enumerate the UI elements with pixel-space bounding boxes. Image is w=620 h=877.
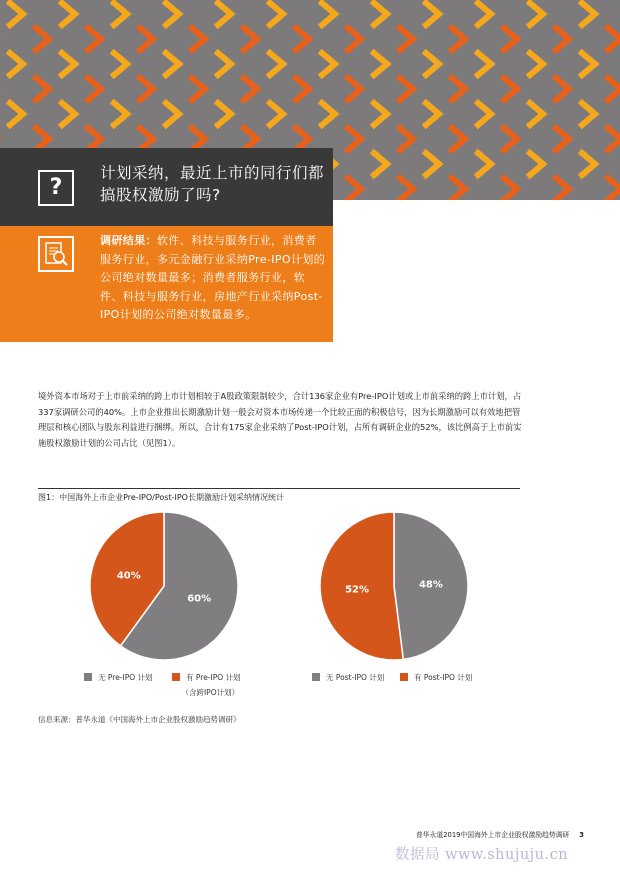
- chevron-arrow-icon: [400, 78, 413, 100]
- chevron-arrow-icon: [504, 178, 517, 200]
- chevron-arrow-icon: [36, 28, 49, 50]
- chevron-arrow-icon: [348, 128, 361, 150]
- pie-data-label: 52%: [345, 584, 370, 596]
- footer-text: 普华永道2019中国海外上市企业股权激励趋势调研: [416, 831, 570, 839]
- chevron-arrow-icon: [608, 178, 620, 200]
- chevron-arrow-icon: [270, 53, 283, 75]
- legend-item-no-pre-ipo: [84, 672, 153, 683]
- pie-data-label: 48%: [418, 579, 443, 591]
- chevron-arrow-icon: [140, 128, 153, 150]
- chevron-arrow-icon: [374, 153, 387, 175]
- result-content: 软件、科技与服务行业，消费者服务行业，多元金融行业采纳Pre-IPO计划的公司绝对数量最多；消费者服务行业，软件、科技与服务行业，房地产行业采纳Post-IPO计划的公司绝对数量最多。: [100, 234, 326, 321]
- chevron-arrow-icon: [608, 128, 620, 150]
- chevron-arrow-icon: [36, 78, 49, 100]
- result-text: [100, 232, 326, 325]
- chevron-arrow-icon: [322, 3, 335, 25]
- chevron-arrow-icon: [192, 78, 205, 100]
- chevron-arrow-icon: [322, 53, 335, 75]
- chevron-arrow-icon: [348, 28, 361, 50]
- legend-swatch-orange: [172, 673, 180, 681]
- page-footer: [416, 829, 584, 839]
- legend-item-pre-ipo: [172, 672, 241, 698]
- chevron-arrow-icon: [374, 53, 387, 75]
- question-mark-icon: ?: [38, 170, 74, 206]
- chevron-arrow-icon: [88, 28, 101, 50]
- chevron-arrow-icon: [530, 53, 543, 75]
- chevron-arrow-icon: [400, 128, 413, 150]
- watermark: 数据局 www.shujuju.cn: [395, 847, 569, 863]
- chevron-arrow-icon: [88, 128, 101, 150]
- section-title: 计划采纳，最近上市的同行们都搞股权激励了吗?: [100, 164, 325, 204]
- chevron-arrow-icon: [400, 28, 413, 50]
- chevron-arrow-icon: [582, 153, 595, 175]
- body-paragraph: 境外资本市场对于上市前采纳的跨上市计划相较于A股政策限制较少，合计136家企业有Pre-IPO计划或上市前采纳的跨上市计划，占337家调研公司的40%。上市企业推出长期激励计划一般会对资本市场传递一个比较正面的积极信号，因为长期激励可以有效地把管理层和核心团队与股东利益进行捆绑。所以，合计有175家企业采纳了Post-IPO计划，占所有调研企业的52%，该比例高于上市前实施股权激励计划的公司占比（见图1）。: [38, 391, 522, 448]
- chevron-arrow-icon: [10, 53, 23, 75]
- chevron-arrow-icon: [608, 78, 620, 100]
- legend-swatch-orange: [400, 673, 408, 681]
- chevron-arrow-icon: [452, 78, 465, 100]
- chevron-arrow-icon: [322, 103, 335, 125]
- chevron-arrow-icon: [218, 103, 231, 125]
- chevron-arrow-icon: [296, 128, 309, 150]
- chevron-arrow-icon: [426, 153, 439, 175]
- chevron-arrow-icon: [114, 3, 127, 25]
- chevron-arrow-icon: [426, 103, 439, 125]
- chevron-arrow-icon: [478, 53, 491, 75]
- legend-sublabel: （含跨IPO计划）: [181, 688, 240, 697]
- legend-swatch-gray: [84, 673, 92, 681]
- chevron-arrow-icon: [192, 128, 205, 150]
- page-number: 3: [579, 831, 584, 839]
- chevron-arrow-icon: [166, 53, 179, 75]
- chevron-arrow-icon: [452, 128, 465, 150]
- chevron-arrow-icon: [556, 128, 569, 150]
- pie-data-label: 40%: [116, 570, 141, 582]
- chevron-arrow-icon: [166, 3, 179, 25]
- chevron-arrow-icon: [504, 78, 517, 100]
- chevron-arrow-icon: [114, 53, 127, 75]
- chevron-arrow-icon: [140, 28, 153, 50]
- chevron-arrow-icon: [218, 3, 231, 25]
- chevron-arrow-icon: [114, 103, 127, 125]
- chevron-arrow-icon: [166, 103, 179, 125]
- chevron-arrow-icon: [504, 128, 517, 150]
- magnifier-document-icon: [38, 236, 74, 272]
- chevron-arrow-icon: [270, 103, 283, 125]
- chevron-arrow-icon: [426, 53, 439, 75]
- legend-label: 无 Pre-IPO 计划: [98, 673, 153, 682]
- chevron-arrow-icon: [10, 103, 23, 125]
- chevron-arrow-icon: [426, 3, 439, 25]
- chevron-arrow-icon: [36, 128, 49, 150]
- legend-label: 无 Post-IPO 计划: [326, 673, 385, 682]
- pie-data-label: 60%: [187, 593, 212, 605]
- chevron-arrow-icon: [270, 3, 283, 25]
- chevron-arrow-icon: [348, 178, 361, 200]
- legend-item-post-ipo: [400, 672, 472, 683]
- chevron-arrow-icon: [504, 28, 517, 50]
- chevron-arrow-icon: [374, 103, 387, 125]
- chevron-arrow-icon: [582, 103, 595, 125]
- chevron-arrow-icon: [452, 178, 465, 200]
- chevron-arrow-icon: [530, 153, 543, 175]
- legend-label: 有 Pre-IPO 计划: [186, 673, 241, 682]
- chevron-arrow-icon: [62, 3, 75, 25]
- chevron-arrow-icon: [556, 78, 569, 100]
- chevron-arrow-icon: [374, 3, 387, 25]
- legend-item-no-post-ipo: [312, 672, 384, 683]
- chevron-arrow-icon: [582, 3, 595, 25]
- chevron-arrow-icon: [296, 28, 309, 50]
- result-label: 调研结果：: [100, 234, 157, 247]
- chevron-arrow-icon: [478, 153, 491, 175]
- chevron-arrow-icon: [478, 103, 491, 125]
- chevron-arrow-icon: [582, 53, 595, 75]
- chevron-arrow-icon: [556, 28, 569, 50]
- chevron-arrow-icon: [296, 78, 309, 100]
- pie-chart-post-ipo: [318, 510, 470, 662]
- pie-chart-pre-ipo: [88, 510, 240, 662]
- chevron-arrow-icon: [400, 178, 413, 200]
- chevron-arrow-icon: [62, 53, 75, 75]
- chevron-arrow-icon: [88, 78, 101, 100]
- chevron-arrow-icon: [530, 3, 543, 25]
- chevron-arrow-icon: [218, 53, 231, 75]
- chevron-arrow-icon: [192, 28, 205, 50]
- chevron-arrow-icon: [608, 28, 620, 50]
- chevron-arrow-icon: [10, 3, 23, 25]
- figure-rule: [38, 488, 520, 489]
- source-note: 信息来源：普华永道《中国海外上市企业股权激励趋势调研》: [38, 715, 241, 724]
- chevron-arrow-icon: [452, 28, 465, 50]
- legend-swatch-gray: [312, 673, 320, 681]
- chevron-arrow-icon: [478, 3, 491, 25]
- chevron-arrow-icon: [244, 78, 257, 100]
- chevron-arrow-icon: [140, 78, 153, 100]
- chevron-arrow-icon: [556, 178, 569, 200]
- legend-label: 有 Post-IPO 计划: [414, 673, 473, 682]
- chevron-arrow-icon: [62, 103, 75, 125]
- chevron-arrow-icon: [244, 128, 257, 150]
- chevron-arrow-icon: [244, 28, 257, 50]
- chevron-arrow-icon: [348, 78, 361, 100]
- chevron-arrow-icon: [530, 103, 543, 125]
- figure-title: 图1：中国海外上市企业Pre-IPO/Post-IPO长期激励计划采纳情况统计: [38, 493, 284, 502]
